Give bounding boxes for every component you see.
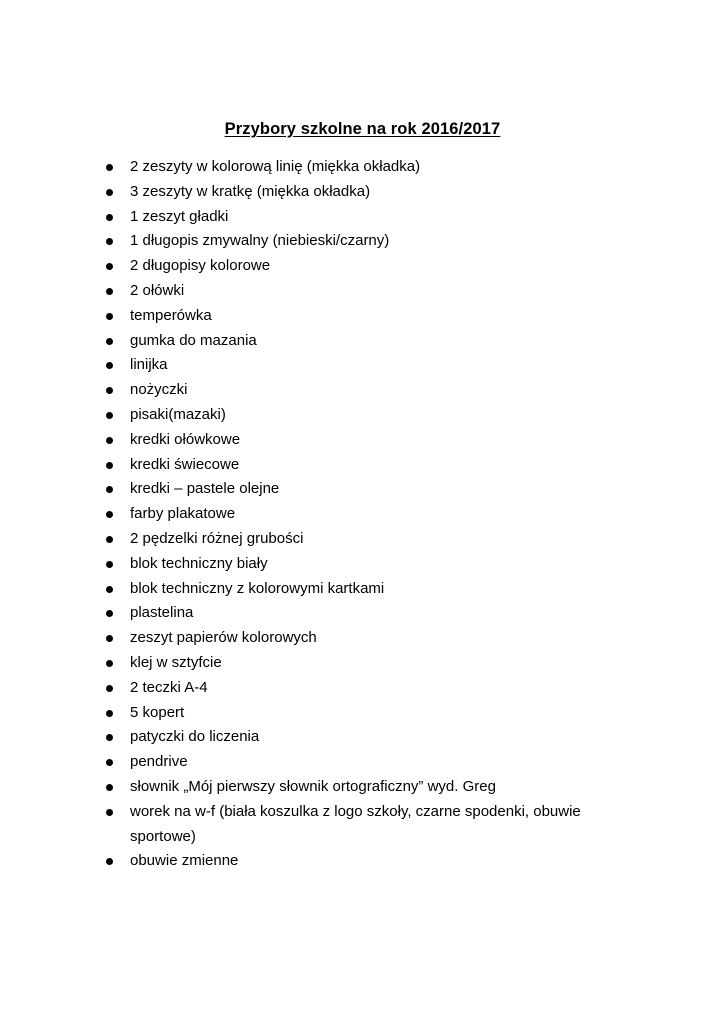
bullet-icon bbox=[106, 660, 113, 667]
bullet-icon bbox=[106, 313, 113, 320]
bullet-icon bbox=[106, 164, 113, 171]
list-item bbox=[104, 651, 624, 676]
list-item bbox=[104, 477, 624, 502]
list-item bbox=[104, 205, 624, 230]
bullet-icon bbox=[106, 685, 113, 692]
list-item bbox=[104, 155, 624, 180]
list-item-text: 3 zeszyty w kratkę (miękka okładka) bbox=[130, 182, 371, 200]
list-item bbox=[104, 527, 624, 552]
list-item bbox=[104, 701, 624, 726]
list-item bbox=[104, 229, 624, 254]
bullet-icon bbox=[106, 387, 113, 394]
list-item-text: zeszyt papierów kolorowych bbox=[130, 629, 317, 647]
list-item-text: 2 pędzelki różnej grubości bbox=[130, 529, 304, 547]
list-item bbox=[104, 601, 624, 626]
bullet-icon bbox=[106, 362, 113, 369]
bullet-icon bbox=[106, 610, 113, 617]
list-item bbox=[104, 750, 624, 775]
list-item-text: 1 zeszyt gładki bbox=[130, 207, 229, 225]
page-title: Przybory szkolne na rok 2016/2017 bbox=[224, 120, 501, 138]
list-item bbox=[104, 403, 624, 428]
bullet-icon bbox=[106, 586, 113, 593]
list-item bbox=[104, 800, 624, 850]
bullet-icon bbox=[106, 189, 113, 196]
bullet-icon bbox=[106, 462, 113, 469]
list-item-text: pendrive bbox=[130, 753, 188, 771]
list-item bbox=[104, 453, 624, 478]
bullet-icon bbox=[106, 784, 113, 791]
bullet-icon bbox=[106, 759, 113, 766]
bullet-icon bbox=[106, 734, 113, 741]
bullet-icon bbox=[106, 338, 113, 345]
list-item bbox=[104, 552, 624, 577]
list-item-text: gumka do mazania bbox=[130, 331, 257, 349]
list-item-text: 2 długopisy kolorowe bbox=[130, 257, 271, 275]
list-item bbox=[104, 849, 624, 874]
list-item-text: worek na w-f (biała koszulka z logo szkoły, czarne spodenki, obuwie sportowe) bbox=[130, 802, 581, 845]
list-item-text: klej w sztyfcie bbox=[130, 653, 222, 671]
bullet-icon bbox=[106, 238, 113, 245]
list-item bbox=[104, 775, 624, 800]
list-item-text: blok techniczny biały bbox=[130, 554, 268, 572]
list-item bbox=[104, 180, 624, 205]
list-item-text: farby plakatowe bbox=[130, 505, 236, 523]
bullet-icon bbox=[106, 288, 113, 295]
bullet-icon bbox=[106, 511, 113, 518]
list-item-text: linijka bbox=[130, 356, 168, 374]
bullet-icon bbox=[106, 263, 113, 270]
list-item bbox=[104, 378, 624, 403]
bullet-icon bbox=[106, 214, 113, 221]
list-item-text: plastelina bbox=[130, 604, 194, 622]
list-item bbox=[104, 279, 624, 304]
list-item bbox=[104, 353, 624, 378]
list-item-text: 1 długopis zmywalny (niebieski/czarny) bbox=[130, 232, 390, 250]
supply-list bbox=[104, 155, 624, 874]
list-item-text: pisaki(mazaki) bbox=[130, 405, 226, 423]
list-item-text: 2 teczki A-4 bbox=[130, 678, 208, 696]
list-item bbox=[104, 329, 624, 354]
list-item bbox=[104, 725, 624, 750]
list-item-text: kredki ołówkowe bbox=[130, 430, 241, 448]
list-item bbox=[104, 626, 624, 651]
list-item-text: nożyczki bbox=[130, 381, 188, 399]
list-item bbox=[104, 304, 624, 329]
bullet-icon bbox=[106, 635, 113, 642]
list-item-text: 2 zeszyty w kolorową linię (miękka okładka) bbox=[130, 158, 421, 175]
list-item-text: 5 kopert bbox=[130, 703, 185, 721]
bullet-icon bbox=[106, 486, 113, 493]
list-item-text: kredki – pastele olejne bbox=[130, 480, 280, 498]
list-item-text: temperówka bbox=[130, 306, 212, 324]
list-item bbox=[104, 502, 624, 527]
bullet-icon bbox=[106, 437, 113, 444]
bullet-icon bbox=[106, 710, 113, 717]
list-item-text: patyczki do liczenia bbox=[130, 728, 260, 746]
list-item bbox=[104, 577, 624, 602]
bullet-icon bbox=[106, 412, 113, 419]
bullet-icon bbox=[106, 561, 113, 568]
list-item-text: obuwie zmienne bbox=[130, 852, 239, 870]
bullet-icon bbox=[106, 809, 113, 816]
list-item-text: blok techniczny z kolorowymi kartkami bbox=[130, 579, 385, 597]
list-item bbox=[104, 428, 624, 453]
bullet-icon bbox=[106, 536, 113, 543]
list-item-text: słownik „Mój pierwszy słownik ortograficzny” wyd. Greg bbox=[130, 777, 496, 795]
list-item-text: 2 ołówki bbox=[130, 281, 185, 299]
bullet-icon bbox=[106, 858, 113, 865]
list-item-text: kredki świecowe bbox=[130, 455, 240, 473]
list-item bbox=[104, 676, 624, 701]
list-item bbox=[104, 254, 624, 279]
